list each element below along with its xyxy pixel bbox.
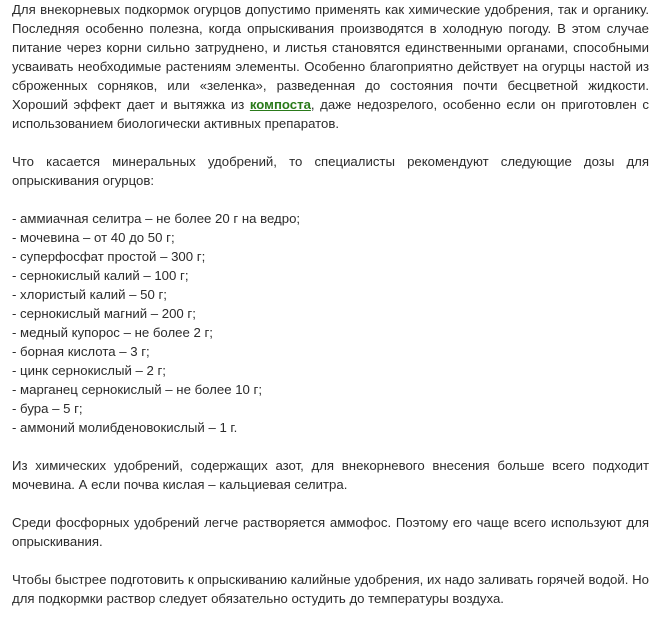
intro-paragraph (12, 0, 649, 133)
intro-text-before-link: Для внекорневых подкормок огурцов допустимо применять как химические удобрения, так и органику. Последняя особенно полезна, когда опрыскивания производятся в холодную погоду. В этом случае питание через корни сильно затруднено, и листья становятся единственными органами, способными усваивать необходимые растениям элементы. Особенно благоприятно действует на огурцы настой из сброженных сорняков, или «зеленка», разведенная до состояния почти бесцветной жидкости. Хороший эффект дает и вытяжка из (12, 2, 649, 112)
paragraph-gap (12, 437, 649, 456)
dose-list (12, 209, 649, 437)
paragraph-gap (12, 551, 649, 570)
list-item: - хлористый калий – 50 г; (12, 287, 167, 302)
list-item: - суперфосфат простой – 300 г; (12, 249, 206, 264)
list-item: - аммиачная селитра – не более 20 г на ведро; (12, 211, 301, 226)
list-item: - мочевина – от 40 до 50 г; (12, 230, 175, 245)
list-item: - бура – 5 г; (12, 401, 83, 416)
list-item: - борная кислота – 3 г; (12, 344, 150, 359)
list-item: - сернокислый магний – 200 г; (12, 306, 196, 321)
intro-text-after-link: , даже недозрелого, особенно если он приготовлен с использованием биологически активных препаратов. (12, 97, 649, 131)
list-item: - аммоний молибденовокислый – 1 г. (12, 420, 238, 435)
list-item: - цинк сернокислый – 2 г; (12, 363, 166, 378)
list-item: - марганец сернокислый – не более 10 г; (12, 382, 263, 397)
mineral-intro-paragraph: Что касается минеральных удобрений, то специалисты рекомендуют следующие дозы для опрыскивания огурцов: (12, 154, 649, 188)
compost-link[interactable]: компоста (249, 97, 311, 112)
potassium-paragraph: Чтобы быстрее подготовить к опрыскиванию калийные удобрения, их надо заливать горячей водой. Но для подкормки раствор следует обязательно остудить до температуры воздуха. (12, 572, 649, 606)
nitrogen-paragraph: Из химических удобрений, содержащих азот, для внекорневого внесения больше всего подходит мочевина. А если почва кислая – кальциевая селитра. (12, 458, 649, 492)
paragraph-gap (12, 133, 649, 152)
phosphorus-paragraph: Среди фосфорных удобрений легче растворяется аммофос. Поэтому его чаще всего используют для опрыскивания. (12, 515, 649, 549)
list-item: - медный купорос – не более 2 г; (12, 325, 213, 340)
list-item: - сернокислый калий – 100 г; (12, 268, 189, 283)
paragraph-gap (12, 190, 649, 209)
paragraph-gap (12, 494, 649, 513)
